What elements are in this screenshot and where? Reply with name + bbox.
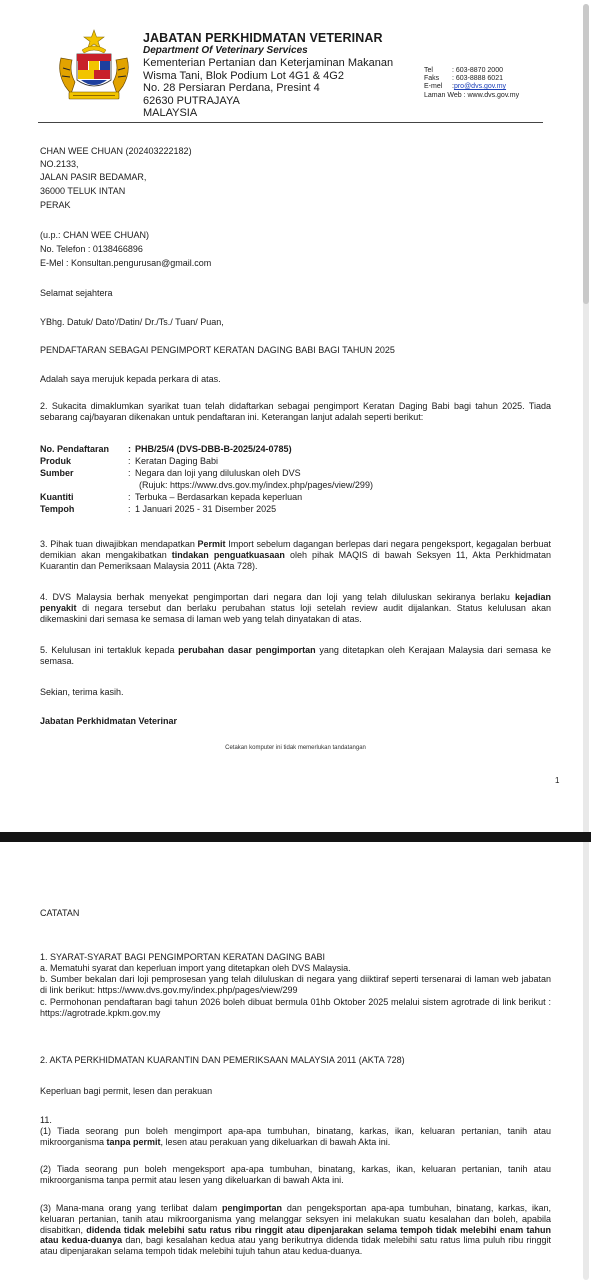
detail-value: PHB/25/4 (DVS-DBB-B-2025/24-0785) [135, 444, 292, 454]
paragraph-3 [40, 539, 551, 571]
condition-a: a. Mematuhi syarat dan keperluan import yang ditetapkan oleh DVS Malaysia. [40, 963, 351, 973]
section-1-heading: 1. SYARAT-SYARAT BAGI PENGIMPORTAN KERATAN DAGING BABI [40, 952, 326, 962]
signoff: Jabatan Perkhidmatan Veterinar [40, 716, 178, 726]
detail-label-empty [40, 479, 128, 491]
tel-label: Tel [424, 67, 433, 74]
clause-text: dan, bagi kesalahan kedua atau yang berikutnya didenda tidak melebihi satu ratus lima puluh ribu ringgit atau dipenjarakan selama tempoh tidak melebihi tujuh tahun atau kedua-duanya. [40, 1235, 551, 1257]
clause-emphasis: tanpa permit [106, 1136, 161, 1147]
source-reference: (Rujuk: https://www.dvs.gov.my/index.php/pages/view/299) [139, 480, 373, 490]
web-label: Laman Web [424, 91, 462, 99]
computer-print-notice: Cetakan komputer ini tidak memerlukan tandatangan [225, 745, 366, 751]
recipient-phone: No. Telefon : 0138466896 [40, 244, 143, 254]
detail-label: Produk [40, 456, 72, 466]
clause-3 [40, 1203, 551, 1257]
contact-fax [424, 75, 519, 83]
detail-label: Tempoh [40, 504, 75, 514]
recipient-address-line: PERAK [40, 200, 71, 210]
page-number: 1 [555, 776, 560, 785]
detail-row-period [40, 503, 373, 515]
malaysia-coat-of-arms-icon [55, 28, 133, 104]
registration-details [40, 443, 373, 515]
letter-page-2 [0, 842, 578, 1280]
salutation: YBhg. Datuk/ Dato'/Datin/ Dr./Ts./ Tuan/ Puan, [40, 317, 224, 327]
recipient-address-line: 36000 TELUK INTAN [40, 186, 126, 196]
email-label: E-mel [424, 83, 443, 91]
closing: Sekian, terima kasih. [40, 687, 124, 697]
vertical-scrollbar[interactable] [583, 4, 589, 1280]
condition-b: b. Sumber bekalan dari loji pemprosesan yang telah diluluskan di negara yang diiktiraf seperti tersenarai di laman web jabatan di link berikut: https://www.dvs.gov.my/index.php/pages/view/299 [40, 974, 551, 995]
clause-emphasis: didenda tidak melebihi satu ratus ribu ringgit atau dipenjarakan selama tempoh tidak melebihi enam tahun atau kedua-duanya [40, 1224, 551, 1246]
p4-emphasis: kejadian penyakit [40, 592, 551, 613]
greeting: Selamat sejahtera [40, 288, 113, 298]
agency-name-english: Department Of Veterinary Services [143, 45, 308, 56]
p4-text: 4. DVS Malaysia berhak menyekat pengimportan dari negara dan loji yang telah diluluskan sekiranya berlaku [40, 592, 515, 602]
detail-separator: : [128, 492, 131, 502]
detail-row-quantity [40, 491, 373, 503]
tel-value: : 603-8870 2000 [452, 67, 503, 74]
contact-email [424, 83, 519, 91]
p3-emphasis: tindakan penguatkuasaan [171, 549, 285, 560]
detail-label: Kuantiti [40, 492, 74, 502]
fax-label: Faks [424, 75, 440, 83]
p5-emphasis: perubahan dasar pengimportan [178, 645, 316, 655]
detail-row-source [40, 467, 373, 479]
address-line: 62630 PUTRAJAYA [143, 94, 240, 107]
detail-separator: : [128, 444, 131, 454]
address-line: No. 28 Persiaran Perdana, Presint 4 [143, 82, 320, 95]
recipient-name: CHAN WEE CHUAN (202403222182) [40, 146, 192, 156]
detail-label: Sumber [40, 468, 74, 478]
letterhead-contacts [424, 67, 519, 100]
p5-text: yang ditetapkan oleh Kerajaan Malaysia dari semasa ke semasa. [40, 645, 551, 666]
address-line: Wisma Tani, Blok Podium Lot 4G1 & 4G2 [143, 69, 344, 82]
fax-value: : 603-8888 6021 [452, 75, 503, 83]
reference-line: Adalah saya merujuk kepada perkara di atas. [40, 374, 221, 384]
recipient-address-line: NO.2133, [40, 159, 79, 169]
recipient-email: E-Mel : Konsultan.pengurusan@gmail.com [40, 258, 212, 268]
clause-text: (1) Tiada seorang pun boleh mengimport apa-apa tumbuhan, binatang, karkas, ikan, keluaran pertanian, tanih atau mikroorganisma [40, 1126, 551, 1147]
detail-label: No. Pendaftaran [40, 444, 110, 454]
detail-row-product [40, 455, 373, 467]
section-2-heading: 2. AKTA PERKHIDMATAN KUARANTIN DAN PEMERIKSAAN MALAYSIA 2011 (AKTA 728) [40, 1055, 405, 1065]
agency-name: JABATAN PERKHIDMATAN VETERINAR [143, 31, 383, 45]
attention-line: (u.p.: CHAN WEE CHUAN) [40, 230, 150, 240]
address-line: Kementerian Pertanian dan Keterjaminan Makanan [143, 57, 394, 69]
letterhead-agency [143, 31, 413, 120]
section-2-subheading: Keperluan bagi permit, lesen dan perakuan [40, 1086, 213, 1096]
clause-text: dan pengeksportan apa-apa tumbuhan, binatang, karkas, ikan, keluaran pertanian, tanih atau mikroorganisma yang melanggar seksyen ini melakukan suatu kesalahan dan boleh, apabila disabitkan, [40, 1203, 551, 1235]
letter-subject: PENDAFTARAN SEBAGAI PENGIMPORT KERATAN DAGING BABI BAGI TAHUN 2025 [40, 345, 395, 355]
detail-value: Terbuka – Berdasarkan kepada keperluan [135, 492, 303, 502]
notes-title: CATATAN [40, 908, 80, 918]
clause-emphasis: pengimportan [222, 1203, 283, 1213]
header-divider [38, 122, 543, 123]
p5-text: 5. Kelulusan ini tertakluk kepada [40, 645, 179, 655]
detail-separator: : [128, 504, 131, 514]
p3-text: oleh pihak MAQIS di bawah Seksyen 11, Akta Perkhidmatan Kuarantin dan Pemeriksaan Malaysia 2011 (Akta 728). [40, 549, 552, 571]
p3-emphasis: Permit [197, 539, 226, 549]
clause-text: (3) Mana-mana orang yang terlibat dalam [40, 1203, 223, 1213]
address-line: MALAYSIA [143, 107, 198, 120]
clause-1 [40, 1126, 551, 1148]
detail-value: 1 Januari 2025 - 31 Disember 2025 [135, 504, 277, 514]
detail-separator-empty [128, 479, 135, 491]
condition-c: c. Permohonan pendaftaran bagi tahun 2026 boleh dibuat bermula 01hb Oktober 2025 melalui sistem agrotrade di link berikut : https://agrotrade.kpkm.gov.my [40, 997, 551, 1018]
section-number: 11. [40, 1115, 52, 1125]
detail-separator: : [128, 456, 131, 466]
detail-value: Negara dan loji yang diluluskan oleh DVS [135, 468, 301, 478]
email-sep: : [452, 83, 454, 91]
paragraph-2: 2. Sukacita dimaklumkan syarikat tuan telah didaftarkan sebagai pengimport Keratan Daging Babi bagi tahun 2025. Tiada sebarang caj/bayaran dikenakan untuk pendaftaran ini. Keterangan lanjut adalah seperti berikut: [40, 401, 551, 422]
paragraph-5 [40, 645, 551, 667]
email-link[interactable]: pro@dvs.gov.my [453, 83, 507, 91]
p3-text: 3. Pihak tuan diwajibkan mendapatkan [40, 539, 198, 549]
contact-web [424, 92, 519, 100]
recipient-address-line: JALAN PASIR BEDAMAR, [40, 172, 147, 182]
p4-text: di negara tersebut dan berlaku perubahan status loji setelah review audit dijalankan. Status kelulusan akan dikemaskini dari semasa ke semasa di laman web yang telah dinyatakan di atas. [40, 602, 551, 624]
p3-text: Import sebelum dagangan berlepas dari negara pengeksport, kegagalan berbuat demikian akan mengakibatkan [40, 539, 551, 560]
detail-value: Keratan Daging Babi [135, 456, 219, 466]
web-value: : www.dvs.gov.my [463, 91, 520, 99]
contact-tel [424, 67, 519, 75]
scrollbar-thumb[interactable] [583, 4, 589, 304]
detail-separator: : [128, 468, 131, 478]
paragraph-4 [40, 592, 551, 624]
clause-2: (2) Tiada seorang pun boleh mengeksport apa-apa tumbuhan, binatang, karkas, ikan, keluaran pertanian, tanih atau mikroorganisma tanpa permit atau lesen yang dikeluarkan di bawah Akta ini. [40, 1164, 551, 1185]
detail-row-registration [40, 443, 373, 455]
page-separator [0, 832, 591, 842]
detail-row-source-ref [40, 479, 373, 491]
clause-text: , lesen atau perakuan yang dikeluarkan di bawah Akta ini. [160, 1136, 391, 1147]
